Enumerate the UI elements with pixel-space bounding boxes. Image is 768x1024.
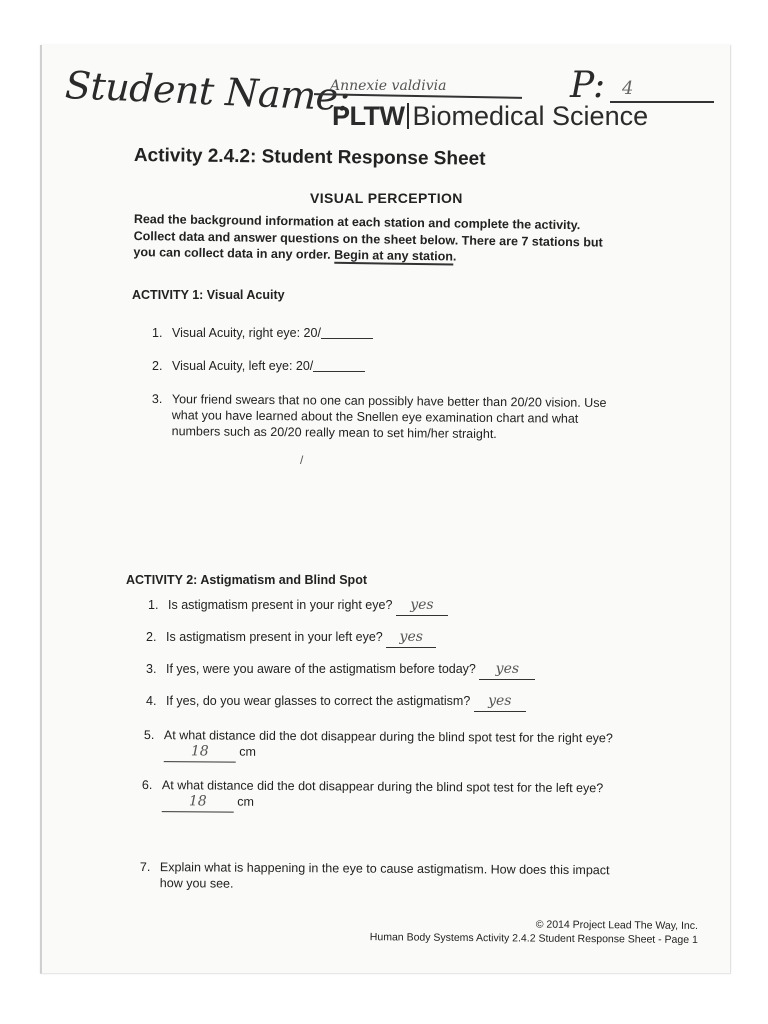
intro-line-1: Read the background information at each station and complete the activity. bbox=[133, 211, 581, 233]
activity2-item-2: 2. Is astigmatism present in your left eye? yes bbox=[146, 629, 666, 647]
brand-separator bbox=[407, 103, 409, 129]
activity1-item-1: 1. Visual Acuity, right eye: 20/ bbox=[152, 325, 652, 343]
activity1-item-3: 3. Your friend swears that no one can possibly have better than 20/20 vision. Use what you have learned about the Snellen eye examination chart and what numbers such as 20/20 really mean to set him/her straight. bbox=[151, 391, 607, 442]
activity2-item-1: 1. Is astigmatism present in your right eye? yes bbox=[148, 597, 668, 615]
activity2-item-7: 7. Explain what is happening in the eye to cause astigmatism. How does this impact how you see. bbox=[139, 860, 610, 891]
brand-biomedical: Biomedical Science bbox=[412, 101, 649, 131]
student-name-label: Student Name: bbox=[64, 63, 351, 120]
page-subtitle: VISUAL PERCEPTION bbox=[310, 190, 463, 206]
answer-field[interactable]: yes bbox=[479, 663, 535, 680]
footer-page-info: Human Body Systems Activity 2.4.2 Student Response Sheet - Page 1 bbox=[369, 931, 698, 946]
answer-field[interactable]: yes bbox=[386, 631, 436, 648]
intro-line-2: Collect data and answer questions on the sheet below. There are 7 stations but bbox=[133, 228, 603, 250]
period-value: 4 bbox=[622, 78, 634, 99]
activity2-item-4: 4. If yes, do you wear glasses to correct the astigmatism? yes bbox=[146, 693, 666, 711]
pltw-brand bbox=[332, 101, 648, 132]
answer-field[interactable]: 18 bbox=[164, 745, 236, 763]
page-title: Activity 2.4.2: Student Response Sheet bbox=[133, 145, 486, 170]
stray-mark: / bbox=[300, 453, 304, 467]
begin-any-station: Begin at any station bbox=[334, 247, 454, 264]
activity2-heading: ACTIVITY 2: Astigmatism and Blind Spot bbox=[126, 573, 367, 587]
activity2-item-6: 6. At what distance did the dot disappear during the blind spot test for the left eye? 18 cm bbox=[142, 777, 662, 817]
intro-paragraph bbox=[133, 211, 634, 267]
activity2-item-5: 5. At what distance did the dot disappear during the blind spot test for the right eye? 18 cm bbox=[144, 727, 664, 767]
brand-pltw: PLTW bbox=[332, 101, 405, 131]
student-name-value: Annexie valdivia bbox=[330, 78, 447, 94]
answer-blank[interactable] bbox=[313, 371, 365, 372]
answer-blank[interactable] bbox=[321, 338, 373, 339]
activity1-item-2: 2. Visual Acuity, left eye: 20/ bbox=[152, 358, 652, 376]
answer-field[interactable]: yes bbox=[396, 599, 448, 616]
answer-field[interactable]: yes bbox=[474, 695, 526, 712]
activity1-heading: ACTIVITY 1: Visual Acuity bbox=[132, 288, 285, 302]
period-label: P: bbox=[570, 65, 606, 106]
copyright-text: © 2014 Project Lead The Way, Inc. bbox=[535, 918, 698, 932]
page-footer bbox=[370, 916, 698, 947]
intro-line-3: you can collect data in any order. Begin at any station. bbox=[133, 244, 457, 264]
activity2-item-3: 3. If yes, were you aware of the astigmatism before today? yes bbox=[146, 661, 666, 679]
worksheet-page bbox=[40, 45, 731, 974]
answer-field[interactable]: 18 bbox=[162, 795, 234, 813]
